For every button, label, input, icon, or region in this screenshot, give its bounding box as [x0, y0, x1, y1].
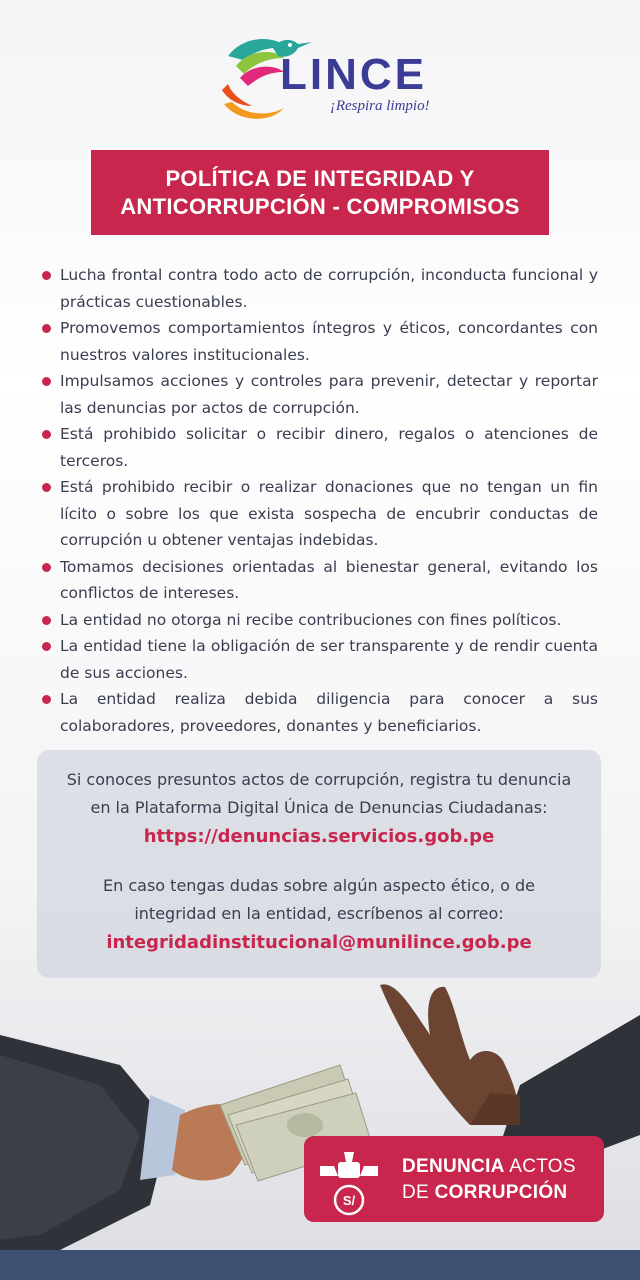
report-corruption-badge[interactable]: [304, 1136, 604, 1222]
currency-symbol: S/: [342, 1193, 356, 1208]
bribe-exchange-icon: [316, 1144, 382, 1216]
brand-name: LINCE: [280, 50, 427, 99]
badge-text: [402, 1154, 576, 1206]
badge-line2-pre: DE: [402, 1182, 435, 1203]
list-item: La entidad no otorga ni recibe contribuciones con fines políticos.: [40, 607, 598, 634]
list-item: La entidad tiene la obligación de ser transparente y de rendir cuenta de sus acciones.: [40, 633, 598, 686]
ethics-text-line-2: integridad en la entidad, escríbenos al correo:: [134, 904, 504, 923]
brand-tagline: ¡Respira limpio!: [330, 98, 430, 114]
badge-line1-bold: DENUNCIA: [402, 1156, 505, 1177]
ethics-email-link[interactable]: integridadinstitucional@munilince.gob.pe: [106, 932, 532, 953]
list-item: Impulsamos acciones y controles para prevenir, detectar y reportar las denuncias por actos de corrupción.: [40, 368, 598, 421]
lince-logo: [218, 22, 433, 130]
contact-info-box: [37, 750, 601, 978]
badge-line2-bold: CORRUPCIÓN: [434, 1182, 568, 1203]
list-item: Promovemos comportamientos íntegros y éticos, concordantes con nuestros valores institucionales.: [40, 315, 598, 368]
report-text-line-1: Si conoces presuntos actos de corrupción, registra tu denuncia: [66, 770, 572, 789]
policy-title-banner: [91, 150, 549, 235]
report-link[interactable]: https://denuncias.servicios.gob.pe: [143, 826, 495, 847]
list-item: Tomamos decisiones orientadas al bienestar general, evitando los conflictos de intereses.: [40, 554, 598, 607]
list-item: La entidad realiza debida diligencia para conocer a sus colaboradores, proveedores, donantes y beneficiarios.: [40, 686, 598, 739]
title-line-2: ANTICORRUPCIÓN - COMPROMISOS: [120, 193, 520, 219]
report-text-line-2: en la Plataforma Digital Única de Denuncias Ciudadanas:: [90, 798, 548, 817]
list-item: Está prohibido solicitar o recibir dinero, regalos o atenciones de terceros.: [40, 421, 598, 474]
list-item: Está prohibido recibir o realizar donaciones que no tengan un fin lícito o sobre los que exista sospecha de encubrir conductas de corrupción u obtener ventajas indebidas.: [40, 474, 598, 554]
badge-line1-rest: ACTOS: [504, 1156, 576, 1177]
commitments-list: [40, 262, 598, 739]
list-item: Lucha frontal contra todo acto de corrupción, inconducta funcional y prácticas cuestionables.: [40, 262, 598, 315]
footer-bar: [0, 1250, 640, 1280]
ethics-text-line-1: En caso tengas dudas sobre algún aspecto ético, o de: [103, 876, 535, 895]
page-title: [120, 165, 520, 221]
title-line-1: POLÍTICA DE INTEGRIDAD Y: [165, 165, 475, 191]
